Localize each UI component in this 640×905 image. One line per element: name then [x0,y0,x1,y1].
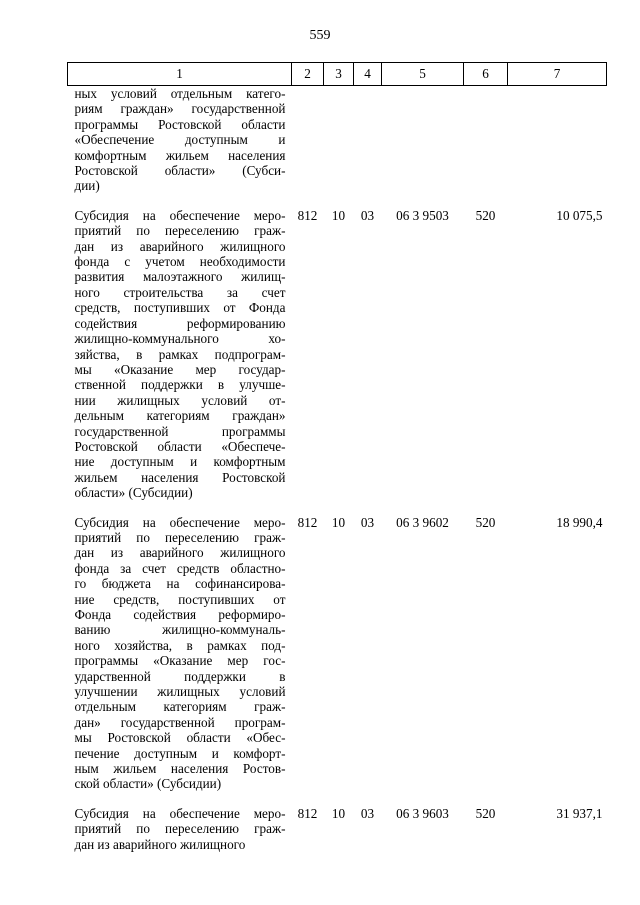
description-line: Субсидия на обеспечение меро- [74,805,286,821]
description-line: дан из аварийного жилищного [74,545,286,561]
description-line: средств, поступивших от Фонда [74,300,286,316]
description-line: Ростовской области «Обеспече- [74,438,286,454]
cell-subsection: 03 [360,514,375,530]
cell-section [324,86,354,194]
row-spacer [68,792,607,806]
cell-amount: 10 075,5 [556,207,603,223]
cell-expense-type: 520 [475,207,496,223]
description-line: ного строительства за счет [74,284,286,300]
description-line: государственной программы [74,423,286,439]
description-line: дан из аварийного жилищного [74,238,286,254]
header-cell: 2 [292,63,324,86]
table-row [68,86,607,194]
cell-amount: 31 937,1 [556,805,603,821]
description-line: жильем населения Ростовской [74,469,286,485]
description-line: развития малоэтажного жилищ- [74,269,286,285]
cell-expense-type [464,86,508,194]
description-line: дан из аварийного жилищного [74,836,246,852]
description-line: «Обеспечение доступным и [74,132,286,148]
cell-ministry-code: 812 [297,514,318,530]
description-line: области» (Субсидии) [74,485,193,501]
cell-target-article: 06 3 9602 [396,514,449,530]
description-line: ственной поддержки в улучше- [74,377,286,393]
description-line: улучшении жилищных условий [74,684,286,700]
row-description [68,86,292,194]
description-line: приятий по переселению граж- [74,821,286,837]
page-number: 559 [309,28,331,43]
description-line: ванию жилищно-коммуналь- [74,622,286,638]
cell-expense-type: 520 [475,805,496,821]
header-cell: 1 [68,63,292,86]
budget-table [67,62,607,852]
header-cell: 3 [324,63,354,86]
cell-section: 10 [331,805,346,821]
description-line: Субсидия на обеспечение меро- [74,514,286,530]
description-line: фонда за счет средств областно- [74,560,286,576]
cell-target-article: 06 3 9503 [396,207,449,223]
table-row [68,208,607,501]
description-line: содействия реформированию [74,315,286,331]
description-line: нии жилищных условий от- [74,392,286,408]
cell-subsection [354,86,382,194]
cell-subsection: 03 [360,207,375,223]
cell-amount: 18 990,4 [556,514,603,530]
table-row [68,806,607,852]
cell-ministry-code [292,86,324,194]
description-line: дан» государственной програм- [74,714,286,730]
description-line: ного хозяйства, в рамках под- [74,637,286,653]
row-description [68,515,292,792]
cell-amount [508,86,607,194]
description-line: ние средств, поступивших от [74,591,286,607]
description-line: печение доступным и комфорт- [74,745,286,761]
description-line: дельным категориям граждан» [74,408,286,424]
description-line: программы Ростовской области [74,116,286,132]
description-line: мы Ростовской области «Обес- [74,730,286,746]
header-cell: 4 [354,63,382,86]
description-line: ской области» (Субсидии) [74,776,222,792]
description-line: мы «Оказание мер государ- [74,361,286,377]
description-line: ным жильем населения Ростов- [74,761,286,777]
table-row [68,515,607,792]
description-line: приятий по переселению граж- [74,529,286,545]
description-line: риям граждан» государственной [74,101,286,117]
header-cell: 5 [382,63,464,86]
description-line: зяйства, в рамках подпрограм- [74,346,286,362]
row-spacer [68,501,607,515]
cell-section: 10 [331,207,346,223]
cell-target-article [382,86,464,194]
header-cell: 6 [464,63,508,86]
cell-ministry-code: 812 [297,805,318,821]
row-description [68,208,292,501]
header-row [68,63,607,86]
row-description [68,806,292,852]
cell-section: 10 [331,514,346,530]
description-line: ных условий отдельным катего- [74,86,286,101]
cell-ministry-code: 812 [297,207,318,223]
description-line: ударственной поддержки в [74,668,286,684]
description-line: дии) [74,178,100,194]
description-line: отдельным категориям граж- [74,699,286,715]
description-line: фонда с учетом необходимости [74,254,286,270]
description-line: ние доступным и комфортным [74,454,286,470]
description-line: комфортным жильем населения [74,147,286,163]
description-line: приятий по переселению граж- [74,223,286,239]
cell-subsection: 03 [360,805,375,821]
cell-target-article: 06 3 9603 [396,805,449,821]
description-line: го бюджета на софинансирова- [74,576,286,592]
description-line: Субсидия на обеспечение меро- [74,207,286,223]
description-line: программы «Оказание мер гос- [74,653,286,669]
header-cell: 7 [508,63,607,86]
cell-expense-type: 520 [475,514,496,530]
description-line: жилищно-коммунального хо- [74,331,286,347]
description-line: Ростовской области» (Субси- [74,163,286,179]
row-spacer [68,194,607,208]
description-line: Фонда содействия реформиро- [74,607,286,622]
